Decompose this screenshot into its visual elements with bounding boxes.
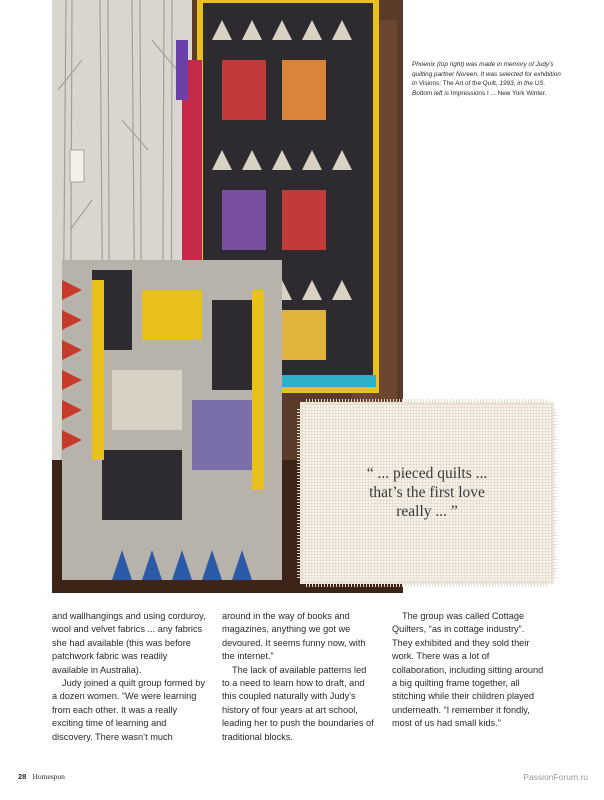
paragraph: The lack of available patterns led to a need to learn how to draft, and this coupled naturally with Judy’s history of four years at art school, leading her to push the boundaries of traditional blocks. <box>222 664 374 742</box>
pull-quote-card <box>302 404 552 582</box>
photo-caption <box>412 60 562 98</box>
article-column-3 <box>392 610 546 731</box>
paragraph: Judy joined a quilt group formed by a dozen women. “We were learning from each other. It was a really exciting time of learning and discovery. There wasn’t much <box>52 678 206 742</box>
fringe-top <box>306 399 548 405</box>
publication-name: Homespun <box>32 772 65 781</box>
article-column-2 <box>222 610 376 744</box>
paragraph: and wallhangings and using corduroy, wool and velvet fabrics ... any fabrics she had available (this was before patchwork fabric was readily available in Australia). <box>52 611 206 675</box>
pull-quote-line-3: really ... ” <box>396 503 458 520</box>
pull-quote-line-2: that’s the first love <box>369 484 485 501</box>
caption-text-2: , 1993, in the US. Bottom left is <box>412 80 546 97</box>
fringe-bottom <box>306 581 548 587</box>
caption-exhibition: Visions: The Art of the Quilt <box>418 80 496 88</box>
pull-quote <box>302 464 552 521</box>
caption-quilt-title-2: Impressions I ... New York Winter. <box>450 89 547 97</box>
pull-quote-line-1: “ ... pieced quilts ... <box>366 465 488 482</box>
article-column-1 <box>52 610 206 744</box>
paragraph: The group was called Cottage Quilters, “as in cottage industry”. They exhibited and they sold their work. There was a lot of collaboration, including sitting around a big quilting frame together, all stitching while their children played underneath. “I remember it fondly, most of us had small kids.” <box>392 611 544 729</box>
watermark: PassionForum.ru <box>523 772 588 782</box>
article-body <box>52 610 552 750</box>
caption-quilt-title: Phoenix <box>412 61 436 68</box>
paragraph: around in the way of books and magazines, anything we got we devoured. It seems funny now, with the internet.” <box>222 611 366 662</box>
caption-text-1: (top right) was made in memory of Judy's quilting partner Noreen. It was selected for exhibition in <box>412 61 561 88</box>
page-footer <box>18 772 65 781</box>
page-number: 28 <box>18 772 27 781</box>
